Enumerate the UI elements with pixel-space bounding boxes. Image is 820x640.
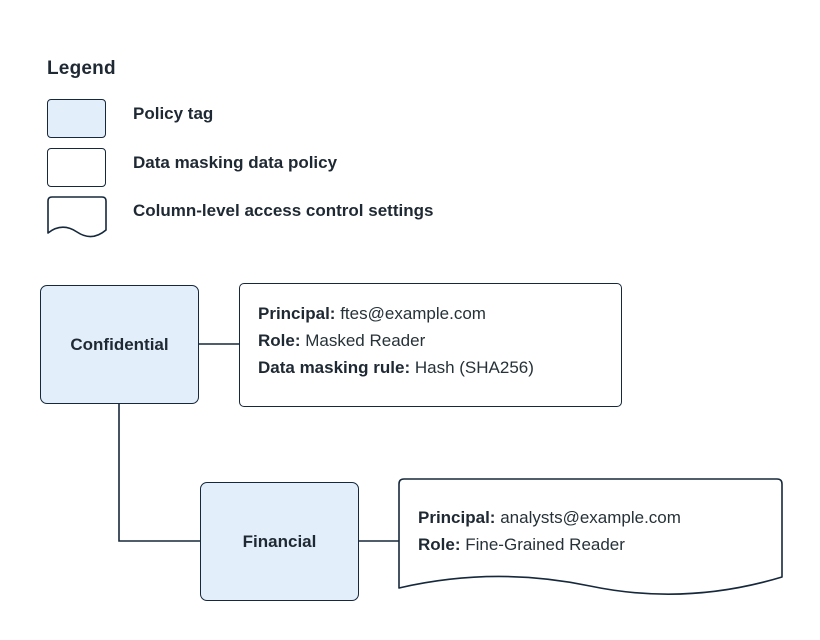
access-policy-line-principal — [418, 504, 681, 531]
access-policy-principal-key: Principal: — [418, 508, 496, 527]
legend-label-data-masking-policy: Data masking data policy — [133, 153, 338, 172]
access-policy-line-role — [418, 531, 681, 558]
masking-policy-line-role — [258, 327, 603, 354]
node-confidential[interactable] — [40, 285, 199, 404]
legend-swatch-data-masking-policy — [47, 148, 106, 187]
data-masking-policy-box — [239, 283, 622, 407]
masking-policy-role-key: Role: — [258, 331, 301, 350]
access-policy-role-value: Fine-Grained Reader — [465, 535, 625, 554]
legend-swatch-policy-tag — [47, 99, 106, 138]
access-policy-role-key: Role: — [418, 535, 461, 554]
masking-policy-rule-key: Data masking rule: — [258, 358, 411, 377]
node-financial[interactable] — [200, 482, 359, 601]
legend-title: Legend — [47, 58, 116, 79]
node-confidential-label: Confidential — [70, 334, 169, 354]
column-access-settings-box — [398, 478, 783, 596]
masking-policy-line-principal — [258, 300, 603, 327]
wavy-bottom-rect-icon — [47, 196, 109, 242]
legend-label-column-access-settings: Column-level access control settings — [133, 201, 434, 220]
masking-policy-principal-value: ftes@example.com — [340, 304, 486, 323]
legend-swatch-column-access-settings — [47, 196, 106, 238]
masking-policy-principal-key: Principal: — [258, 304, 336, 323]
access-policy-principal-value: analysts@example.com — [500, 508, 681, 527]
node-financial-label: Financial — [242, 531, 317, 551]
masking-policy-role-value: Masked Reader — [305, 331, 426, 350]
masking-policy-line-rule — [258, 354, 603, 381]
legend-label-policy-tag: Policy tag — [133, 104, 214, 123]
masking-policy-rule-value: Hash (SHA256) — [414, 358, 534, 377]
